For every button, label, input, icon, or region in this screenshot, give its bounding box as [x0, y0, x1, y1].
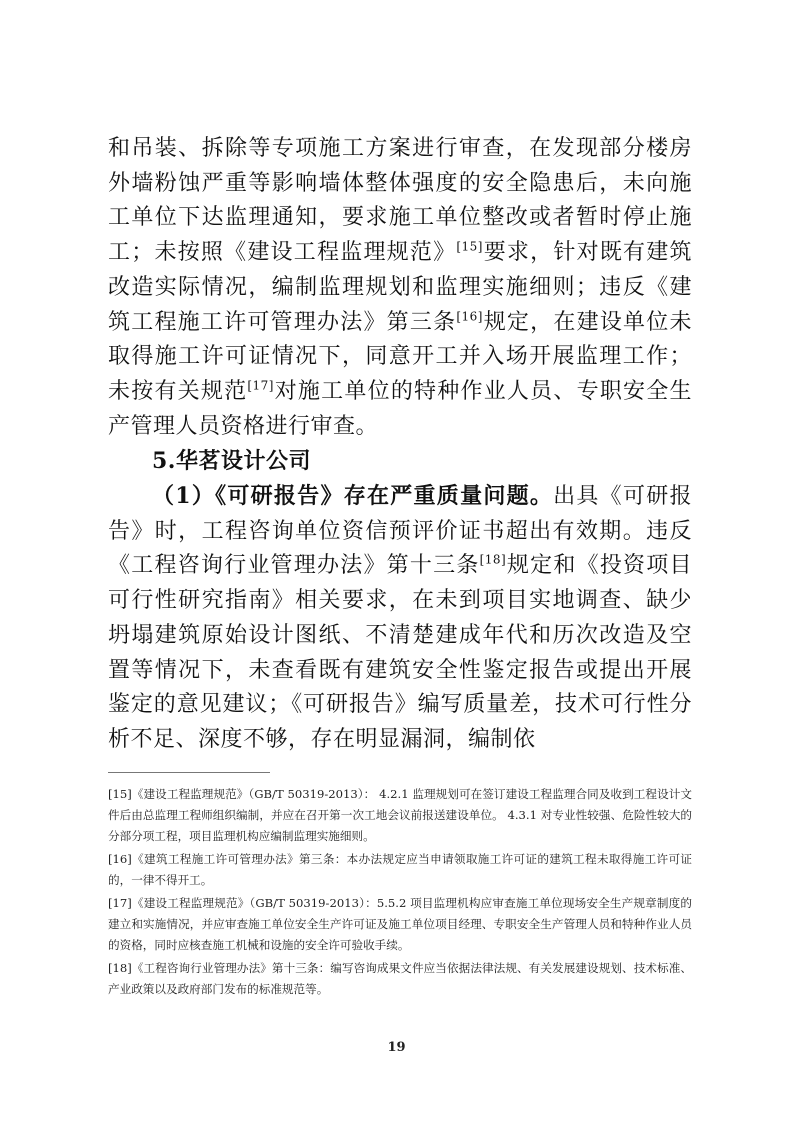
page-number: 19: [387, 1040, 406, 1055]
section-heading: 5.华茗设计公司: [152, 448, 311, 475]
footnote-18: [18]《工程咨询行业管理办法》第十三条：编写咨询成果文件应当依据法律法规、有关发展建设规划、技术标准、产业政策以及政府部门发布的标准规范等。: [108, 961, 692, 996]
footnote-ref-15[interactable]: [15]: [456, 239, 483, 254]
text-run: 出具《可研报告》时，工程咨询单位资信预评价证书超出有效期。违反《工程咨询行业管理办法》第十三条: [108, 484, 692, 579]
footnote-15: [15]《建设工程监理规范》（GB/T 50319-2013）： 4.2.1 监理规划可在签订建设工程监理合同及收到工程设计文件后由总监理工程师组织编制，并应在召开第一次工地会议前报送建设单位。 4.3.1 对专业性较强、危险性较大的分部分项工程，项目监理机构应编制监理实施细则。: [108, 787, 692, 843]
subheading-bold: （1）《可研报告》存在严重质量问题。: [152, 483, 554, 510]
text-run: 对施工单位的特种作业人员、专职安全生产管理人员资格进行审查。: [108, 378, 692, 439]
paragraph-design-company: [108, 479, 692, 758]
body-text: [108, 132, 692, 758]
footnote-ref-16[interactable]: [16]: [456, 309, 483, 324]
paragraph-supervision: [108, 132, 692, 444]
footnote-ref-17[interactable]: [17]: [247, 378, 274, 393]
footnote-ref-18[interactable]: [18]: [479, 553, 507, 568]
text-run: 和吊装、拆除等专项施工方案进行审查，在发现部分楼房外墙粉蚀严重等影响墙体整体强度的安全隐患后，未向施工单位下达监理通知，要求施工单位整改或者暂时停止施工；未按照《建设工程监理规范》: [108, 136, 692, 266]
text-run: 规定和《投资项目可行性研究指南》相关要求，在未到项目实地调查、缺少坍塌建筑原始设计图纸、不清楚建成年代和历次改造及空置等情况下，未查看既有建筑安全性鉴定报告或提出开展鉴定的意见建议；《可研报告》编写质量差，技术可行性分析不足、深度不够，存在明显漏洞，编制依: [108, 553, 692, 752]
footnote-17: [17]《建设工程监理规范》（GB/T 50319-2013）：5.5.2 项目监理机构应审查施工单位现场安全生产规章制度的建立和实施情况，并应审查施工单位安全生产许可证及施工单位项目经理、专职安全生产管理人员和特种作业人员的资格，同时应核查施工机械和设施的安全许可验收手续。: [108, 896, 692, 952]
footnote-divider: [108, 772, 270, 773]
text-run: 要求，针对既有建筑改造实际情况，编制监理规划和监理实施细则；违反《建筑工程施工许可管理办法》第三条: [108, 240, 692, 335]
footnotes: [108, 784, 692, 1002]
footnote-16: [16]《建筑工程施工许可管理办法》第三条：本办法规定应当申请领取施工许可证的建筑工程未取得施工许可证的，一律不得开工。: [108, 852, 692, 887]
text-run: 规定，在建设单位未取得施工许可证情况下，同意开工并入场开展监理工作；未按有关规范: [108, 309, 692, 404]
